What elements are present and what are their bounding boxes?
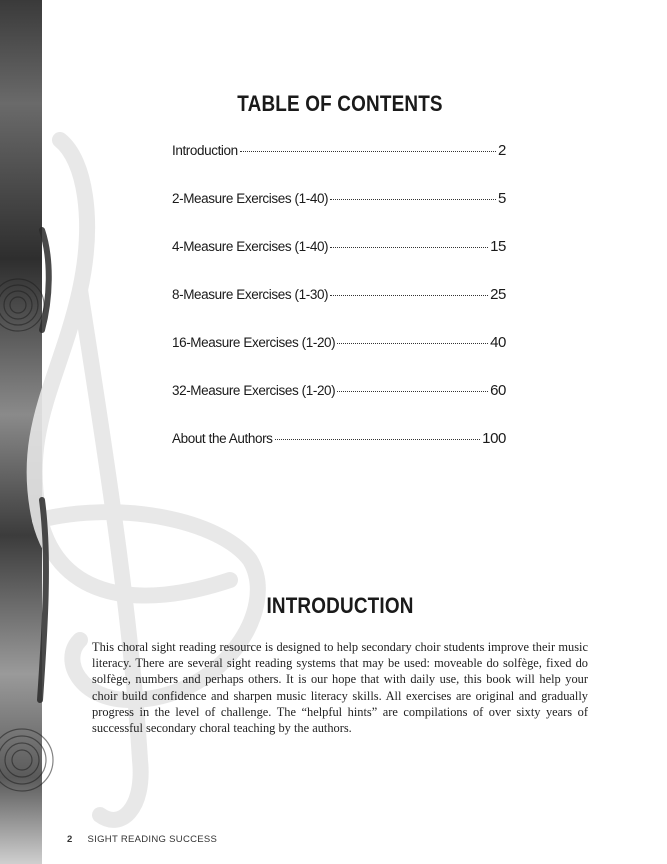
toc-entry-4-measure-exercises[interactable] xyxy=(172,238,506,286)
toc-entry-page: 25 xyxy=(490,286,506,303)
toc-entry-label: Introduction xyxy=(172,143,238,158)
toc-entry-page: 40 xyxy=(490,334,506,351)
toc-dot-leader xyxy=(330,295,488,296)
toc-entry-page: 100 xyxy=(482,430,506,447)
toc-dot-leader xyxy=(240,151,496,152)
table-of-contents-list xyxy=(172,142,506,478)
introduction-paragraph: This choral sight reading resource is designed to help secondary choir students improve their music literacy. There are several sight reading systems that may be used: moveable do solfège, fixed do solfège, numbers and perhaps others. It is our hope that with daily use, this book will help your choir build confidence and sharpen music literacy skills. All exercises are original and gradually progress in the level of challenge. The “helpful hints” are compilations of over sixty years of successful secondary choral teaching by the authors. xyxy=(92,640,588,736)
toc-dot-leader xyxy=(330,199,496,200)
toc-dot-leader xyxy=(337,343,488,344)
table-of-contents-title: TABLE OF CONTENTS xyxy=(237,91,443,116)
toc-entry-8-measure-exercises[interactable] xyxy=(172,286,506,334)
toc-entry-2-measure-exercises[interactable] xyxy=(172,190,506,238)
toc-dot-leader xyxy=(330,247,488,248)
toc-entry-page: 60 xyxy=(490,382,506,399)
toc-entry-introduction[interactable] xyxy=(172,142,506,190)
page-footer xyxy=(67,834,217,845)
toc-entry-page: 15 xyxy=(490,238,506,255)
toc-entry-label: 16-Measure Exercises (1-20) xyxy=(172,335,336,350)
toc-dot-leader xyxy=(337,391,488,392)
toc-entry-about-the-authors[interactable] xyxy=(172,430,506,478)
introduction-title: INTRODUCTION xyxy=(266,593,414,618)
toc-entry-label: 8-Measure Exercises (1-30) xyxy=(172,287,329,302)
toc-entry-16-measure-exercises[interactable] xyxy=(172,334,506,382)
footer-page-number: 2 xyxy=(67,834,73,845)
decorative-side-strip xyxy=(0,0,42,864)
toc-entry-label: About the Authors xyxy=(172,431,273,446)
toc-entry-32-measure-exercises[interactable] xyxy=(172,382,506,430)
toc-entry-page: 5 xyxy=(498,190,506,207)
toc-dot-leader xyxy=(275,439,481,440)
toc-entry-page: 2 xyxy=(498,142,506,159)
toc-entry-label: 32-Measure Exercises (1-20) xyxy=(172,383,336,398)
toc-entry-label: 4-Measure Exercises (1-40) xyxy=(172,239,329,254)
footer-book-title: SIGHT READING SUCCESS xyxy=(87,834,218,845)
toc-entry-label: 2-Measure Exercises (1-40) xyxy=(172,191,329,206)
